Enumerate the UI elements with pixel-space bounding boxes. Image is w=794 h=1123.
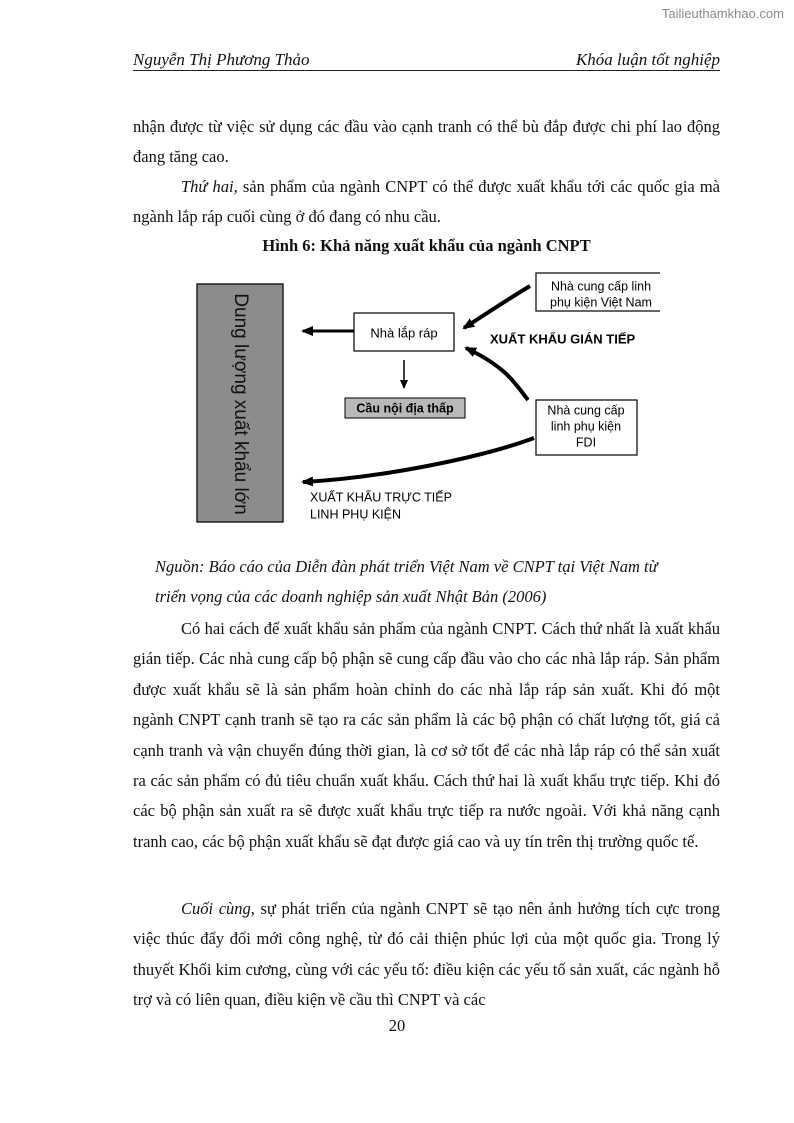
paragraph-3 bbox=[133, 614, 720, 857]
header-rule bbox=[133, 70, 720, 71]
vn-supplier-line-2: phụ kiện Việt Nam bbox=[550, 295, 652, 310]
header-doc-type: Khóa luận tốt nghiệp bbox=[575, 50, 720, 69]
watermark: Tailieuthamkhao.com bbox=[661, 6, 784, 21]
paragraph-4-lead: Cuối cùng bbox=[181, 899, 251, 918]
assembler-label: Nhà lắp ráp bbox=[370, 325, 438, 341]
paragraph-2 bbox=[133, 172, 720, 233]
paragraph-4-text bbox=[133, 894, 720, 1016]
paragraph-1-text: nhận được từ việc sử dụng các đầu vào cạnh tranh có thể bù đắp được chi phí lao động đang tăng cao. bbox=[133, 117, 720, 167]
vn-supplier-line-1: Nhà cung cấp linh bbox=[550, 279, 652, 294]
direct-export-label-line-2: LINH PHỤ KIỆN bbox=[310, 507, 401, 522]
fdi-supplier-line-2: linh phụ kiện bbox=[550, 419, 622, 434]
fdi-supplier-line-3: FDI bbox=[575, 435, 597, 450]
paragraph-1 bbox=[133, 112, 720, 173]
low-demand-label: Cầu nội địa thấp bbox=[356, 401, 454, 416]
fdi-supplier-to-assembler-arrow bbox=[466, 348, 528, 400]
figure-title: Hình 6: Khả năng xuất khẩu của ngành CNPT bbox=[262, 236, 591, 255]
direct-export-arrow bbox=[303, 438, 534, 482]
paragraph-2-text bbox=[133, 172, 720, 233]
paragraph-2-rest: sản phẩm của ngành CNPT có thể được xuất khẩu tới các quốc gia mà ngành lắp ráp cuối cùng ở đó đang có nhu cầu. bbox=[133, 177, 720, 227]
paragraph-4 bbox=[133, 894, 720, 1016]
direct-export-label-line-1: XUẤT KHẨU TRỰC TIẾP bbox=[310, 490, 452, 505]
paragraph-4-rest: , sự phát triển của ngành CNPT sẽ tạo nên ảnh hưởng tích cực trong việc thúc đẩy đổi mới công nghệ, từ đó cải thiện phúc lợi của một quốc gia. Trong lý thuyết Khối kim cương, cùng với các yếu tố: điều kiện các yếu tố sản xuất, các ngành hỗ trợ và có liên quan, điều kiện về cầu thì CNPT và các bbox=[133, 899, 720, 1010]
paragraph-3-text: Có hai cách để xuất khẩu sản phẩm của ngành CNPT. Cách thứ nhất là xuất khẩu gián tiếp. Các nhà cung cấp bộ phận sẽ cung cấp đầu vào cho các nhà lắp ráp. Sản phẩm được xuất khẩu sẽ là sản phẩm hoàn chỉnh do các nhà lắp ráp sản xuất. Khi đó một ngành CNPT cạnh tranh sẽ tạo ra các sản phẩm là các bộ phận có chất lượng tốt, giá cả cạnh tranh và vận chuyển đúng thời gian, là cơ sở tốt để các nhà lắp ráp có thể sản xuất ra các sản phẩm có đủ tiêu chuẩn xuất khẩu. Cách thứ hai là xuất khẩu trực tiếp. Khi đó các bộ phận sản xuất ra sẽ được xuất khẩu trực tiếp ra nước ngoài. Với khả năng cạnh tranh cao, các bộ phận xuất khẩu sẽ đạt được giá cao và uy tín trên thị trường quốc tế. bbox=[133, 619, 720, 851]
indirect-export-label: XUẤT KHẨU GIÁN TIẾP bbox=[490, 331, 636, 347]
paragraph-2-lead: Thứ hai, bbox=[181, 177, 238, 196]
export-diagram bbox=[190, 270, 660, 526]
source-line-1: Nguồn: Báo cáo của Diễn đàn phát triển Việt Nam về CNPT tại Việt Nam từ bbox=[155, 557, 658, 576]
fdi-supplier-line-1: Nhà cung cấp bbox=[547, 403, 625, 418]
page-number: 20 bbox=[388, 1016, 406, 1035]
export-capacity-label: Dung lượng xuất khẩu lớn bbox=[229, 293, 251, 515]
header-author: Nguyễn Thị Phương Thảo bbox=[133, 50, 310, 69]
vn-supplier-to-assembler-arrow bbox=[464, 286, 530, 328]
figure-source bbox=[155, 552, 720, 612]
source-line-2: triển vọng của các doanh nghiệp sản xuất Nhật Bản (2006) bbox=[155, 587, 547, 606]
